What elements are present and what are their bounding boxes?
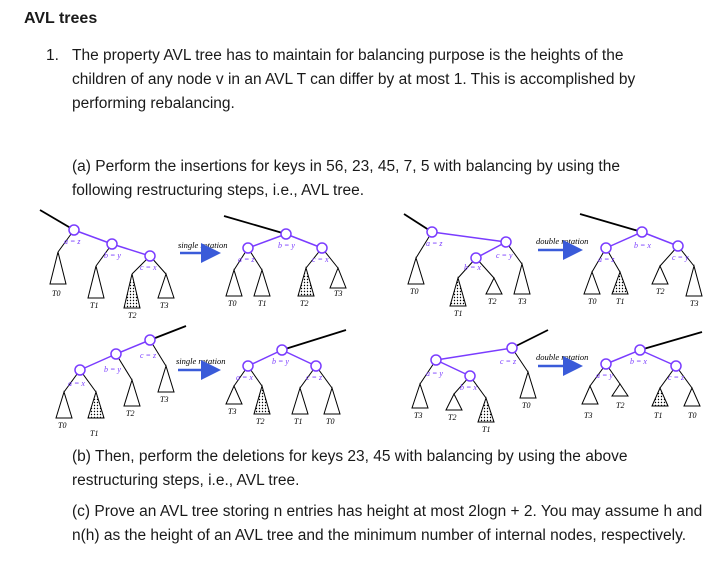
tree-node bbox=[243, 243, 253, 253]
subtree-label: T3 bbox=[160, 395, 169, 404]
node-label: b = y bbox=[278, 241, 295, 250]
node-label: c = z bbox=[306, 373, 323, 382]
node-label: b = y bbox=[104, 365, 121, 374]
tree-node bbox=[601, 243, 611, 253]
tree-node bbox=[507, 343, 517, 353]
avl-restructuring-figure bbox=[0, 200, 726, 440]
node-label: a = x bbox=[236, 373, 253, 382]
subtree-label: T3 bbox=[334, 289, 343, 298]
tree-node bbox=[427, 227, 437, 237]
subtree-label: T3 bbox=[584, 411, 593, 420]
part-c-text: (c) Prove an AVL tree storing n entries has height at most 2logn + 2. You may assume h and n(h) as the height of an AVL tree and the minimum number of internal nodes, respectively. bbox=[72, 503, 703, 544]
tree-node bbox=[69, 225, 79, 235]
subtree-label: T0 bbox=[588, 297, 597, 306]
subtree-label: T0 bbox=[522, 401, 531, 410]
subtree-label: T2 bbox=[126, 409, 135, 418]
subtree-label: T2 bbox=[656, 287, 665, 296]
question-number: 1. bbox=[46, 47, 59, 64]
tree-node bbox=[281, 229, 291, 239]
subtree-label: T1 bbox=[616, 297, 625, 306]
tree-node bbox=[431, 355, 441, 365]
subtree-label: T2 bbox=[300, 299, 309, 308]
tree-node bbox=[111, 349, 121, 359]
tree-node bbox=[671, 361, 681, 371]
tree-node bbox=[243, 361, 253, 371]
node-label: b = x bbox=[460, 383, 477, 392]
node-label: c = z bbox=[140, 351, 157, 360]
subtree-label: T2 bbox=[448, 413, 457, 422]
tree-node bbox=[601, 359, 611, 369]
subtree-label: T0 bbox=[410, 287, 419, 296]
part-b-text: (b) Then, perform the deletions for keys 23, 45 with balancing by using the above restructuring steps, i.e., AVL tree. bbox=[72, 448, 628, 489]
panel-single-rotation-top bbox=[40, 210, 346, 320]
node-label: c = y bbox=[672, 253, 689, 262]
subtree-label: T1 bbox=[482, 425, 491, 434]
tree-node bbox=[75, 365, 85, 375]
panel-double-rotation-top bbox=[404, 214, 702, 318]
subtree-label: T1 bbox=[90, 301, 99, 310]
subtree-label: T0 bbox=[58, 421, 67, 430]
subtree-label: T2 bbox=[488, 297, 497, 306]
subtree-label: T2 bbox=[616, 401, 625, 410]
subtree-label: T3 bbox=[228, 407, 237, 416]
page-title: AVL trees bbox=[24, 10, 98, 27]
tree-node bbox=[317, 243, 327, 253]
subtree-label: T1 bbox=[258, 299, 267, 308]
node-label: c = y bbox=[496, 251, 513, 260]
subtree-label: T1 bbox=[294, 417, 303, 426]
node-label: c = z bbox=[500, 357, 517, 366]
node-label: a = y bbox=[426, 369, 443, 378]
subtree-label: T3 bbox=[414, 411, 423, 420]
rotation-label: single rotation bbox=[176, 356, 226, 366]
node-label: b = y bbox=[272, 357, 289, 366]
subtree-label: T2 bbox=[256, 417, 265, 426]
tree-node bbox=[471, 253, 481, 263]
node-label: c = z bbox=[668, 373, 685, 382]
panel-double-rotation-bottom bbox=[412, 330, 702, 434]
node-label: a = x bbox=[68, 379, 85, 388]
node-label: a = z bbox=[64, 237, 81, 246]
subtree-label: T0 bbox=[228, 299, 237, 308]
part-a-text: (a) Perform the insertions for keys in 56, 23, 45, 7, 5 with balancing by using the following restructuring steps, i.e., AVL tree. bbox=[72, 158, 620, 199]
tree-node bbox=[637, 227, 647, 237]
tree-node bbox=[145, 335, 155, 345]
subtree-label: T0 bbox=[326, 417, 335, 426]
node-label: a = z bbox=[598, 255, 615, 264]
node-label: b = y bbox=[104, 251, 121, 260]
subtree-label: T0 bbox=[52, 289, 61, 298]
tree-node bbox=[311, 361, 321, 371]
node-label: b = x bbox=[464, 263, 481, 272]
tree-node bbox=[465, 371, 475, 381]
node-label: a = y bbox=[596, 371, 613, 380]
node-label: b = x bbox=[630, 357, 647, 366]
node-label: a = z bbox=[238, 255, 255, 264]
subtree-label: T3 bbox=[690, 299, 699, 308]
tree-node bbox=[635, 345, 645, 355]
subtree-label: T2 bbox=[128, 311, 137, 320]
question-intro: The property AVL tree has to maintain for balancing purpose is the heights of the children of any node v in an AVL T can differ by at most 1. This is accomplished by performing rebalancing. bbox=[72, 47, 636, 112]
node-label: b = x bbox=[634, 241, 651, 250]
node-label: c = x bbox=[312, 255, 329, 264]
subtree-label: T3 bbox=[160, 301, 169, 310]
panel-single-rotation-bottom bbox=[56, 326, 346, 438]
tree-node bbox=[277, 345, 287, 355]
subtree-label: T1 bbox=[654, 411, 663, 420]
rotation-label: single rotation bbox=[178, 240, 228, 250]
subtree-label: T0 bbox=[688, 411, 697, 420]
subtree-label: T3 bbox=[518, 297, 527, 306]
subtree-label: T1 bbox=[90, 429, 99, 438]
node-label: c = x bbox=[140, 263, 157, 272]
rotation-label: double rotation bbox=[536, 236, 589, 246]
rotation-label: double rotation bbox=[536, 352, 589, 362]
node-label: a = z bbox=[426, 239, 443, 248]
tree-node bbox=[673, 241, 683, 251]
tree-node bbox=[501, 237, 511, 247]
subtree-label: T1 bbox=[454, 309, 463, 318]
tree-node bbox=[107, 239, 117, 249]
tree-node bbox=[145, 251, 155, 261]
